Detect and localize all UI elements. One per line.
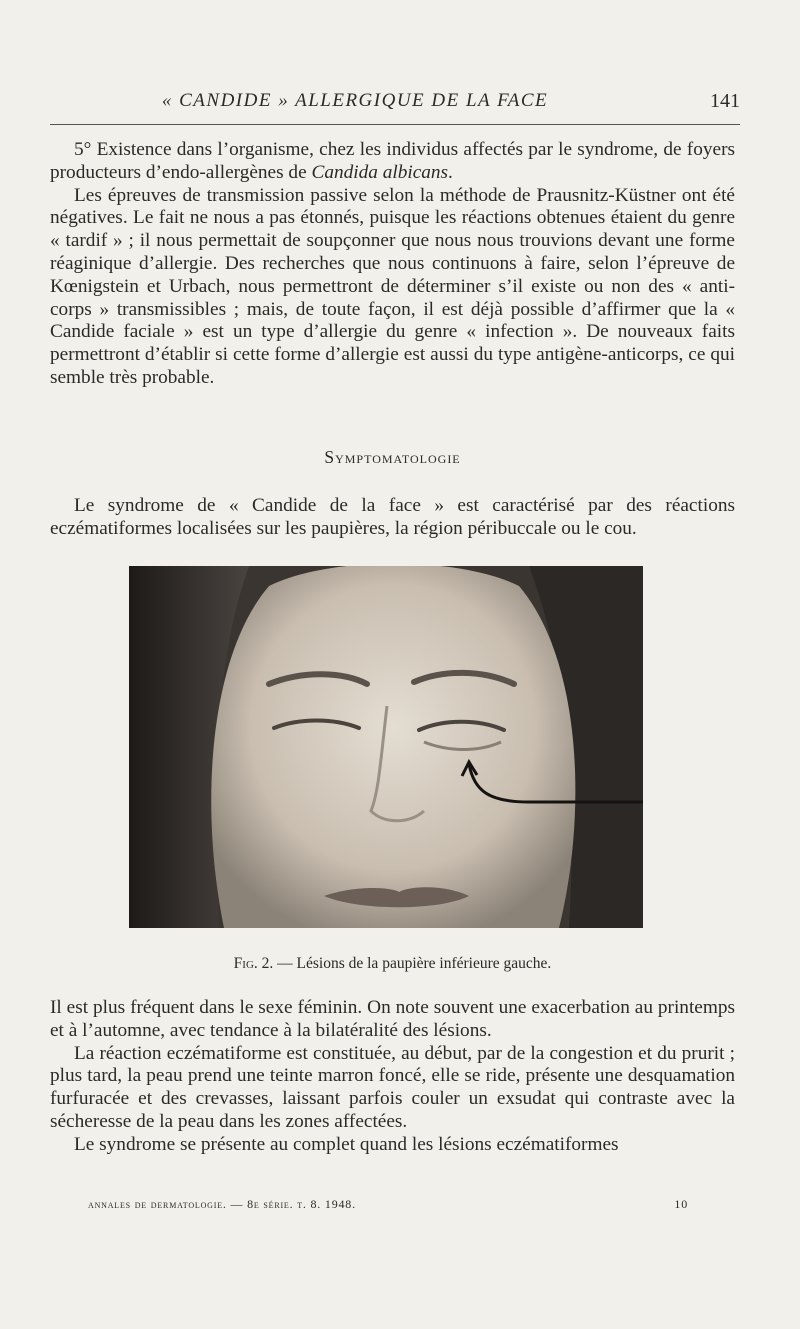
face-photograph — [129, 566, 643, 928]
running-head — [50, 90, 740, 116]
text-run: 5° Existence dans l’organisme, chez les individus affectés par le syndrome, de foyers producteurs d’endo-allergènes de — [50, 139, 735, 183]
page-footer — [88, 1197, 688, 1212]
figure-caption — [50, 955, 735, 973]
figure-caption-text: — Lésions de la paupière inférieure gauche. — [273, 955, 552, 972]
body-text-bottom — [50, 997, 735, 1157]
section-heading: Symptomatologie — [324, 447, 461, 467]
paragraph: La réaction eczématiforme est constituée, au début, par de la congestion et du prurit ; plus tard, la peau prend une teinte marron foncé, elle se ride, présente une desquamation furfuracée et des crevasses, laissant parfois couler un exsudat qui contraste avec la sécheresse de la peau dans les zones affectées. — [50, 1042, 735, 1132]
text-run: . — [448, 161, 453, 183]
photograph-drawing — [129, 566, 643, 928]
figure-label: Fig. 2. — [233, 955, 274, 972]
paragraph: Il est plus fréquent dans le sexe féminin. On note souvent une exacerbation au printemps et à l’automne, avec tendance à la bilatéralité des lésions. — [50, 997, 735, 1041]
header-rule — [50, 124, 740, 125]
paragraph — [50, 139, 735, 185]
sheet-number: 10 — [674, 1197, 688, 1211]
running-title: « CANDIDE » ALLERGIQUE DE LA FACE — [161, 90, 549, 111]
species-name: Candida albicans — [311, 161, 449, 183]
page-number: 141 — [710, 90, 740, 112]
body-text-middle — [50, 495, 735, 541]
body-text-top — [50, 139, 735, 390]
journal-citation: annales de dermatologie. — 8e série. t. 8. 1948. — [88, 1197, 356, 1211]
paragraph: Les épreuves de transmission passive selon la méthode de Prausnitz-Küstner ont été négatives. Le fait ne nous a pas étonnés, puisque les réactions obtenues étaient du genre « tardif » ; il nous permettait de soupçonner que nous nous trouvions devant une forme réaginique d’allergie. Des recherches que nous continuons à faire, selon l’épreuve de Kœnigstein et Urbach, nous permettront de déterminer s’il existe ou non des « anti-corps » transmissibles ; mais, de toute façon, il est déjà possible d’affirmer que la « Candide faciale » est un type d’allergie du genre « infection ». De nouveaux faits permettront d’établir si cette forme d’allergie est aussi du type antigène-anticorps, ce qui semble très probable. — [50, 184, 735, 388]
paragraph: Le syndrome se présente au complet quand les lésions eczématiformes — [74, 1133, 619, 1155]
paragraph: Le syndrome de « Candide de la face » est caractérisé par des réactions eczématiformes localisées sur les paupières, la région péribuccale ou le cou. — [50, 495, 735, 539]
